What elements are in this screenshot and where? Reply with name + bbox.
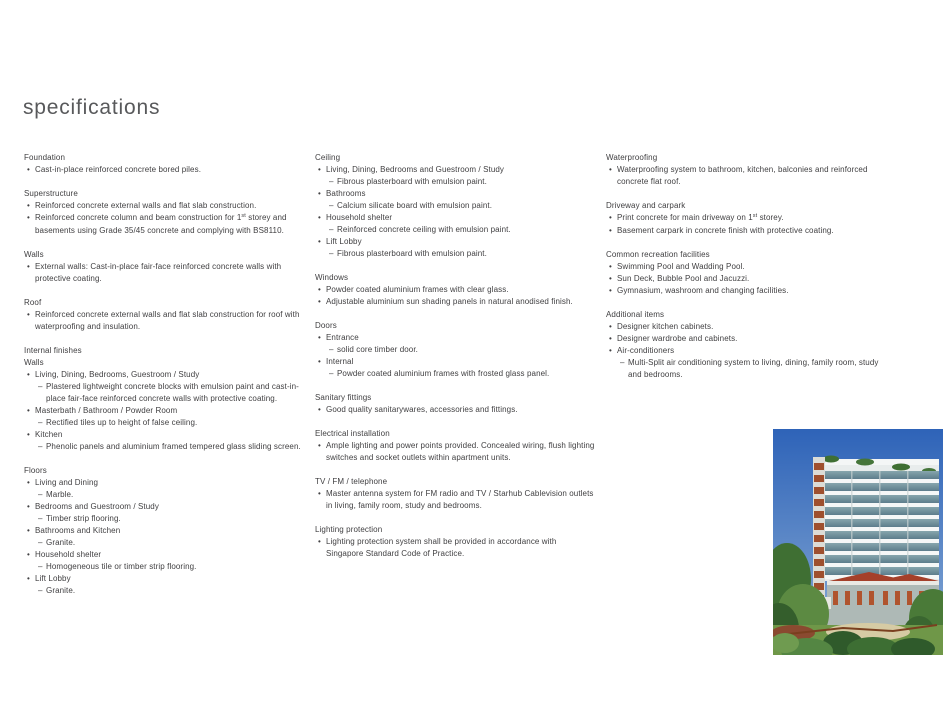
spec-item-text: Designer kitchen cabinets. [617,322,714,331]
section-subheading: Walls [24,358,44,367]
bullet-marker: • [609,213,612,222]
spec-subitem-text: Calcium silicate board with emulsion paint. [337,201,493,210]
spec-section [24,152,305,176]
spec-item [24,477,305,489]
spec-subitem-text: Powder coated aluminium frames with frosted glass panel. [337,369,550,378]
spec-item-text: Waterproofing system to bathroom, kitchen, balconies and reinforced concrete flat roof. [617,165,868,186]
spec-item [606,261,887,273]
spec-subitem-text: Multi-Split air conditioning system to living, dining, family room, study and bedrooms. [628,358,879,379]
text-segment: Print concrete for main driveway on 1 [617,213,753,222]
dash-marker: – [38,514,43,523]
dash-marker: – [38,442,43,451]
spec-subitem-text: Granite. [46,538,76,547]
spec-section [606,200,887,237]
spec-item [24,429,305,441]
bullet-marker: • [318,237,321,246]
bullet-marker: • [609,274,612,283]
spec-subitem [38,561,305,573]
spec-item-text: Air-conditioners [617,346,675,355]
spec-section [315,272,596,308]
spec-item [315,164,596,176]
spec-item [606,321,887,333]
spec-column [606,152,887,393]
bullet-marker: • [318,297,321,306]
bullet-marker: • [609,286,612,295]
spec-item [315,536,596,560]
spec-item-text: Bathrooms [326,189,366,198]
spec-item [24,309,305,333]
spec-item [24,525,305,537]
spec-item [315,440,596,464]
spec-subitem [329,368,596,380]
bullet-marker: • [27,310,30,319]
spec-subitem-text: Fibrous plasterboard with emulsion paint. [337,177,487,186]
section-heading: Internal finishes [24,346,82,355]
dash-marker: – [620,358,625,367]
dash-marker: – [38,562,43,571]
spec-section [24,188,305,237]
spec-columns [24,152,897,609]
bullet-marker: • [609,262,612,271]
spec-item [315,188,596,200]
spec-item-text: External walls: Cast-in-place fair-face reinforced concrete walls with protective coating. [35,262,282,283]
spec-section [315,320,596,380]
spec-subitem [38,513,305,525]
section-heading: Walls [24,250,44,259]
spec-subitem-text: Rectified tiles up to height of false ceiling. [46,418,198,427]
spec-item-text: Master antenna system for FM radio and TV / Starhub Cablevision outlets in living, family room, study and bedrooms. [326,489,594,510]
spec-item [606,333,887,345]
bullet-marker: • [27,165,30,174]
spec-subitem-text: Timber strip flooring. [46,514,121,523]
dash-marker: – [38,586,43,595]
spec-item [606,345,887,357]
bullet-marker: • [609,322,612,331]
spec-item-text: Reinforced concrete external walls and flat slab construction. [35,201,257,210]
spec-section [315,476,596,512]
spec-subitem-text: solid core timber door. [337,345,419,354]
spec-item [24,369,305,381]
bullet-marker: • [318,489,321,498]
section-heading: Common recreation facilities [606,250,710,259]
spec-subitem [38,537,305,549]
text-segment: storey and basements using Grade 35/45 concrete and complying with BS8110. [35,213,287,235]
spec-item-text: Entrance [326,333,359,342]
spec-subitem [38,441,305,453]
spec-subitem [38,585,305,597]
bullet-marker: • [27,262,30,271]
bullet-marker: • [318,537,321,546]
spec-item-text: Gymnasium, washroom and changing facilities. [617,286,789,295]
bullet-marker: • [27,370,30,379]
spec-section [24,249,305,285]
section-heading: Lighting protection [315,525,383,534]
section-heading: Additional items [606,310,665,319]
spec-subitem [329,224,596,236]
bullet-marker: • [27,213,30,222]
spec-item [315,284,596,296]
superscript-text: st [752,213,758,219]
spec-subitem-text: Phenolic panels and aluminium framed tempered glass sliding screen. [46,442,301,451]
spec-item [315,332,596,344]
bullet-marker: • [318,405,321,414]
spec-item [24,501,305,513]
spec-item [24,212,305,237]
bullet-marker: • [27,430,30,439]
spec-item-text: Sun Deck, Bubble Pool and Jacuzzi. [617,274,750,283]
spec-item [315,212,596,224]
spec-item [606,285,887,297]
section-heading: Superstructure [24,189,78,198]
spec-item [315,356,596,368]
spec-item-text [617,212,887,225]
bullet-marker: • [27,502,30,511]
spec-section [24,297,305,333]
spec-item [24,200,305,212]
dash-marker: – [329,345,334,354]
spec-subitem [620,357,887,381]
bullet-marker: • [609,165,612,174]
dash-marker: – [329,225,334,234]
bullet-marker: • [27,478,30,487]
spec-item-text: Household shelter [35,550,102,559]
bullet-marker: • [318,189,321,198]
building-rendering-illustration [773,429,943,655]
spec-item [606,225,887,237]
spec-subitem-text: Reinforced concrete ceiling with emulsion paint. [337,225,511,234]
section-heading: Waterproofing [606,153,658,162]
spec-item-text: Adjustable aluminium sun shading panels in natural anodised finish. [326,297,573,306]
spec-item [315,236,596,248]
spec-item-text: Designer wardrobe and cabinets. [617,334,738,343]
bullet-marker: • [27,201,30,210]
bullet-marker: • [609,346,612,355]
spec-item-text: Powder coated aluminium frames with clear glass. [326,285,509,294]
text-segment: storey. [757,213,784,222]
section-heading: Ceiling [315,153,341,162]
section-heading: Doors [315,321,337,330]
spec-item-text: Reinforced concrete external walls and flat slab construction for roof with waterproofing and insulation. [35,310,300,331]
spec-item-text [35,212,305,237]
spec-column [24,152,305,609]
spec-section [606,249,887,297]
spec-item [315,488,596,512]
spec-item [24,549,305,561]
spec-item-text: Living, Dining, Bedrooms, Guestroom / Study [35,370,200,379]
spec-item-text: Living, Dining, Bedrooms and Guestroom / Study [326,165,505,174]
spec-section [606,152,887,188]
spec-subitem [38,489,305,501]
spec-subitem [329,248,596,260]
bullet-marker: • [27,550,30,559]
spec-item [606,212,887,225]
section-heading: Electrical installation [315,429,390,438]
spec-section [606,309,887,381]
spec-item-text: Lighting protection system shall be provided in accordance with Singapore Standard Code of Practice. [326,537,557,558]
spec-item-text: Masterbath / Bathroom / Powder Room [35,406,178,415]
spec-subitem-text: Homogeneous tile or timber strip flooring. [46,562,197,571]
bullet-marker: • [609,334,612,343]
spec-item-text: Bathrooms and Kitchen [35,526,121,535]
spec-item-text: Lift Lobby [35,574,71,583]
spec-column [315,152,596,572]
section-heading: Roof [24,298,42,307]
spec-subitem [38,381,305,405]
bullet-marker: • [27,406,30,415]
text-segment: Reinforced concrete column and beam construction for 1 [35,213,242,222]
spec-subitem-text: Plastered lightweight concrete blocks with emulsion paint and cast-in-place fair-face reinforced concrete walls with protective coating. [46,382,299,403]
spec-item [24,405,305,417]
spec-subitem [329,344,596,356]
bullet-marker: • [27,574,30,583]
spec-subitem-text: Marble. [46,490,74,499]
bullet-marker: • [318,357,321,366]
spec-item-text: Basement carpark in concrete finish with protective coating. [617,226,834,235]
bullet-marker: • [318,285,321,294]
spec-item-text: Household shelter [326,213,393,222]
spec-section [24,345,305,453]
spec-item-text: Bedrooms and Guestroom / Study [35,502,159,511]
spec-section [24,465,305,597]
dash-marker: – [38,538,43,547]
spec-subitem [329,200,596,212]
spec-section [315,392,596,416]
bullet-marker: • [27,526,30,535]
dash-marker: – [38,382,43,391]
dash-marker: – [329,201,334,210]
spec-subitem [38,417,305,429]
spec-subitem-text: Granite. [46,586,76,595]
bullet-marker: • [318,213,321,222]
spec-section [315,152,596,260]
section-heading: TV / FM / telephone [315,477,388,486]
bullet-marker: • [318,165,321,174]
spec-item-text: Lift Lobby [326,237,362,246]
bullet-marker: • [318,441,321,450]
section-heading: Foundation [24,153,66,162]
spec-item [24,573,305,585]
dash-marker: – [38,418,43,427]
spec-item-text: Good quality sanitarywares, accessories and fittings. [326,405,518,414]
spec-item-text: Kitchen [35,430,63,439]
spec-subitem [329,176,596,188]
spec-item-text: Cast-in-place reinforced concrete bored piles. [35,165,202,174]
bullet-marker: • [609,226,612,235]
page-title: specifications [23,96,161,119]
dash-marker: – [329,369,334,378]
spec-section [315,428,596,464]
section-heading: Floors [24,466,47,475]
spec-item-text: Ample lighting and power points provided. Concealed wiring, flush lighting switches and socket outlets within apartment units. [326,441,595,462]
bullet-marker: • [318,333,321,342]
spec-item [606,164,887,188]
spec-item-text: Internal [326,357,354,366]
section-heading: Windows [315,273,349,282]
spec-item [315,296,596,308]
section-heading: Sanitary fittings [315,393,372,402]
spec-item [24,164,305,176]
dash-marker: – [38,490,43,499]
spec-subitem-text: Fibrous plasterboard with emulsion paint. [337,249,487,258]
spec-item-text: Swimming Pool and Wadding Pool. [617,262,745,271]
building-photo [773,429,943,655]
dash-marker: – [329,249,334,258]
superscript-text: st [241,213,246,219]
dash-marker: – [329,177,334,186]
spec-item-text: Living and Dining [35,478,99,487]
spec-item [315,404,596,416]
spec-item [24,261,305,285]
section-heading: Driveway and carpark [606,201,686,210]
spec-section [315,524,596,560]
spec-item [606,273,887,285]
